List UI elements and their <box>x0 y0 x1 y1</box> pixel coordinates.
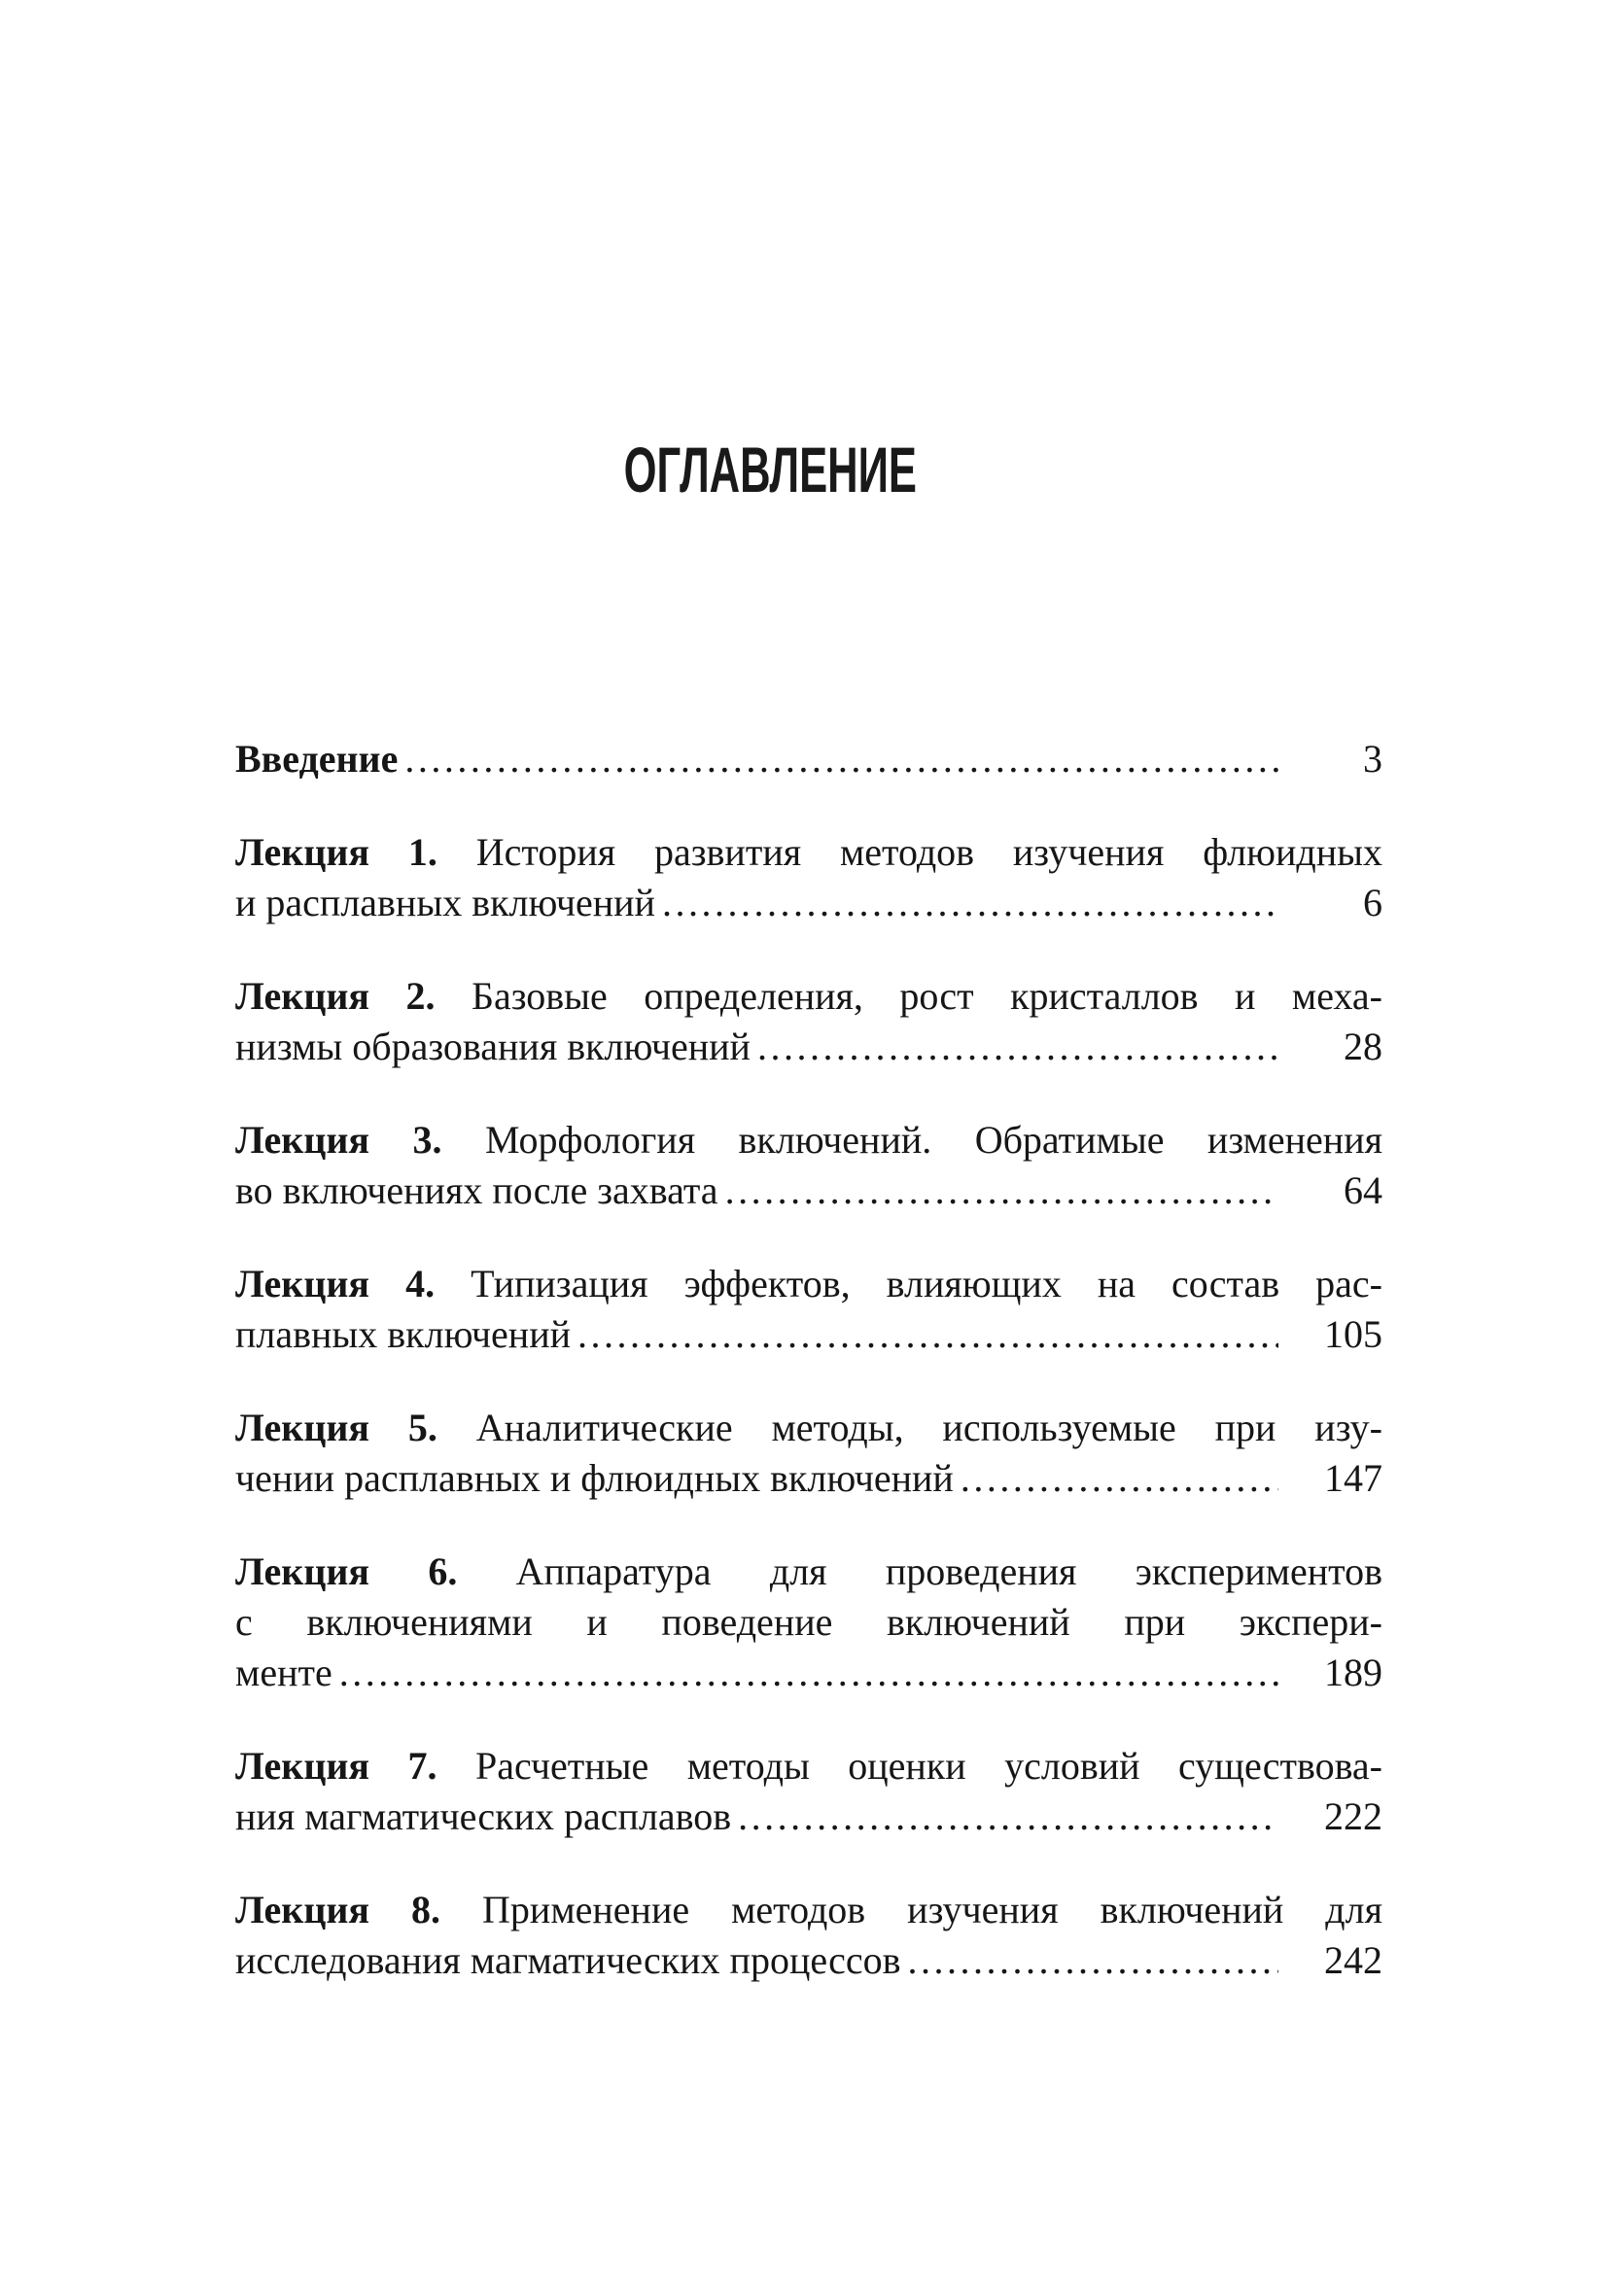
toc-page-number: 189 <box>1324 1651 1382 1694</box>
toc-entry-text: исследования магматических процессов <box>235 1938 901 1982</box>
toc-entry <box>235 1115 1382 1216</box>
toc-entry-lastline <box>235 1935 1382 1986</box>
toc-entry-text: Аналитические методы, используемые при изу- <box>475 1406 1382 1449</box>
toc-page-number: 222 <box>1324 1794 1382 1838</box>
toc-entry-text: во включениях после захвата <box>235 1168 718 1212</box>
toc-page-number: 105 <box>1324 1312 1382 1356</box>
dot-leader <box>725 1165 1278 1216</box>
toc-entry-lastline <box>235 1309 1382 1360</box>
toc-entry-lastline <box>235 1648 1382 1698</box>
toc-entry-lastline <box>235 734 1382 784</box>
toc-page-number: 6 <box>1363 881 1382 924</box>
toc-entry-label: Лекция 6. <box>235 1549 458 1593</box>
toc-entry <box>235 1885 1382 1986</box>
dot-leader <box>404 734 1278 784</box>
toc-entry-lastline <box>235 878 1382 928</box>
toc-entry-line <box>235 827 1382 878</box>
toc-entry-lastline <box>235 1022 1382 1072</box>
toc-entry <box>235 1547 1382 1698</box>
toc-entry-line <box>235 1547 1382 1597</box>
dot-leader <box>738 1792 1278 1842</box>
toc-entry-text: Аппаратура для проведения экспериментов <box>515 1549 1382 1593</box>
toc-page-number: 147 <box>1324 1456 1382 1500</box>
toc-page-number: 28 <box>1344 1025 1382 1068</box>
toc-entry-label: Лекция 7. <box>235 1744 437 1788</box>
toc-entry-text: менте <box>235 1651 332 1694</box>
toc-entry-lastline <box>235 1792 1382 1842</box>
toc-entry-line <box>235 1885 1382 1935</box>
page-title-wrap <box>235 435 1305 504</box>
toc-entry-label: Лекция 8. <box>235 1888 441 1931</box>
dot-leader <box>908 1935 1278 1986</box>
toc-entry-label: Лекция 5. <box>235 1406 437 1449</box>
toc-entry-text: с включениями и поведение включений при экспери- <box>235 1600 1382 1644</box>
toc-entry <box>235 827 1382 928</box>
toc-page-number: 3 <box>1363 737 1382 781</box>
toc-entry <box>235 1403 1382 1504</box>
dot-leader <box>757 1022 1278 1072</box>
toc-entry-label: Лекция 2. <box>235 974 436 1018</box>
toc-entry-lastline <box>235 1165 1382 1216</box>
toc-entry-line <box>235 1597 1382 1648</box>
toc-entry-line <box>235 1403 1382 1453</box>
toc-entry-text: Применение методов изучения включений для <box>482 1888 1382 1931</box>
toc-entry-text: чении расплавных и флюидных включений <box>235 1456 954 1500</box>
toc-entry-label: Лекция 1. <box>235 830 437 874</box>
toc-entry-label: Введение <box>235 737 399 781</box>
toc-entry-text: плавных включений <box>235 1312 572 1356</box>
toc-entry-text: и расплавных включений <box>235 881 655 924</box>
toc-entry-line <box>235 971 1382 1022</box>
toc-entry-line <box>235 1259 1382 1309</box>
toc-entry-text: ния магматических расплавов <box>235 1794 732 1838</box>
toc-entry <box>235 734 1382 784</box>
toc-entry-label: Лекция 3. <box>235 1118 442 1162</box>
toc-entry-text: Расчетные методы оценки условий существова- <box>474 1744 1383 1788</box>
toc-entry-line <box>235 1115 1382 1165</box>
toc-entry-text: История развития методов изучения флюидных <box>475 830 1382 874</box>
dot-leader <box>961 1453 1278 1504</box>
toc-entry <box>235 971 1382 1072</box>
toc-entry-text: Морфология включений. Обратимые изменения <box>484 1118 1382 1162</box>
dot-leader <box>662 878 1278 928</box>
toc-entry-line <box>235 1741 1382 1792</box>
toc-page-number: 242 <box>1324 1938 1382 1982</box>
toc-entry-text: Базовые определения, рост кристаллов и меха- <box>472 974 1382 1018</box>
toc-entry <box>235 1741 1382 1842</box>
dot-leader <box>577 1309 1278 1360</box>
page-title: ОГЛАВЛЕНИЕ <box>623 434 917 505</box>
toc-entry <box>235 1259 1382 1360</box>
toc-list <box>235 734 1382 2029</box>
toc-entry-label: Лекция 4. <box>235 1262 436 1305</box>
toc-entry-text: Типизация эффектов, влияющих на состав рас- <box>471 1262 1382 1305</box>
toc-entry-text: низмы образования включений <box>235 1025 751 1068</box>
toc-entry-lastline <box>235 1453 1382 1504</box>
dot-leader <box>339 1648 1278 1698</box>
toc-page-number: 64 <box>1344 1168 1382 1212</box>
